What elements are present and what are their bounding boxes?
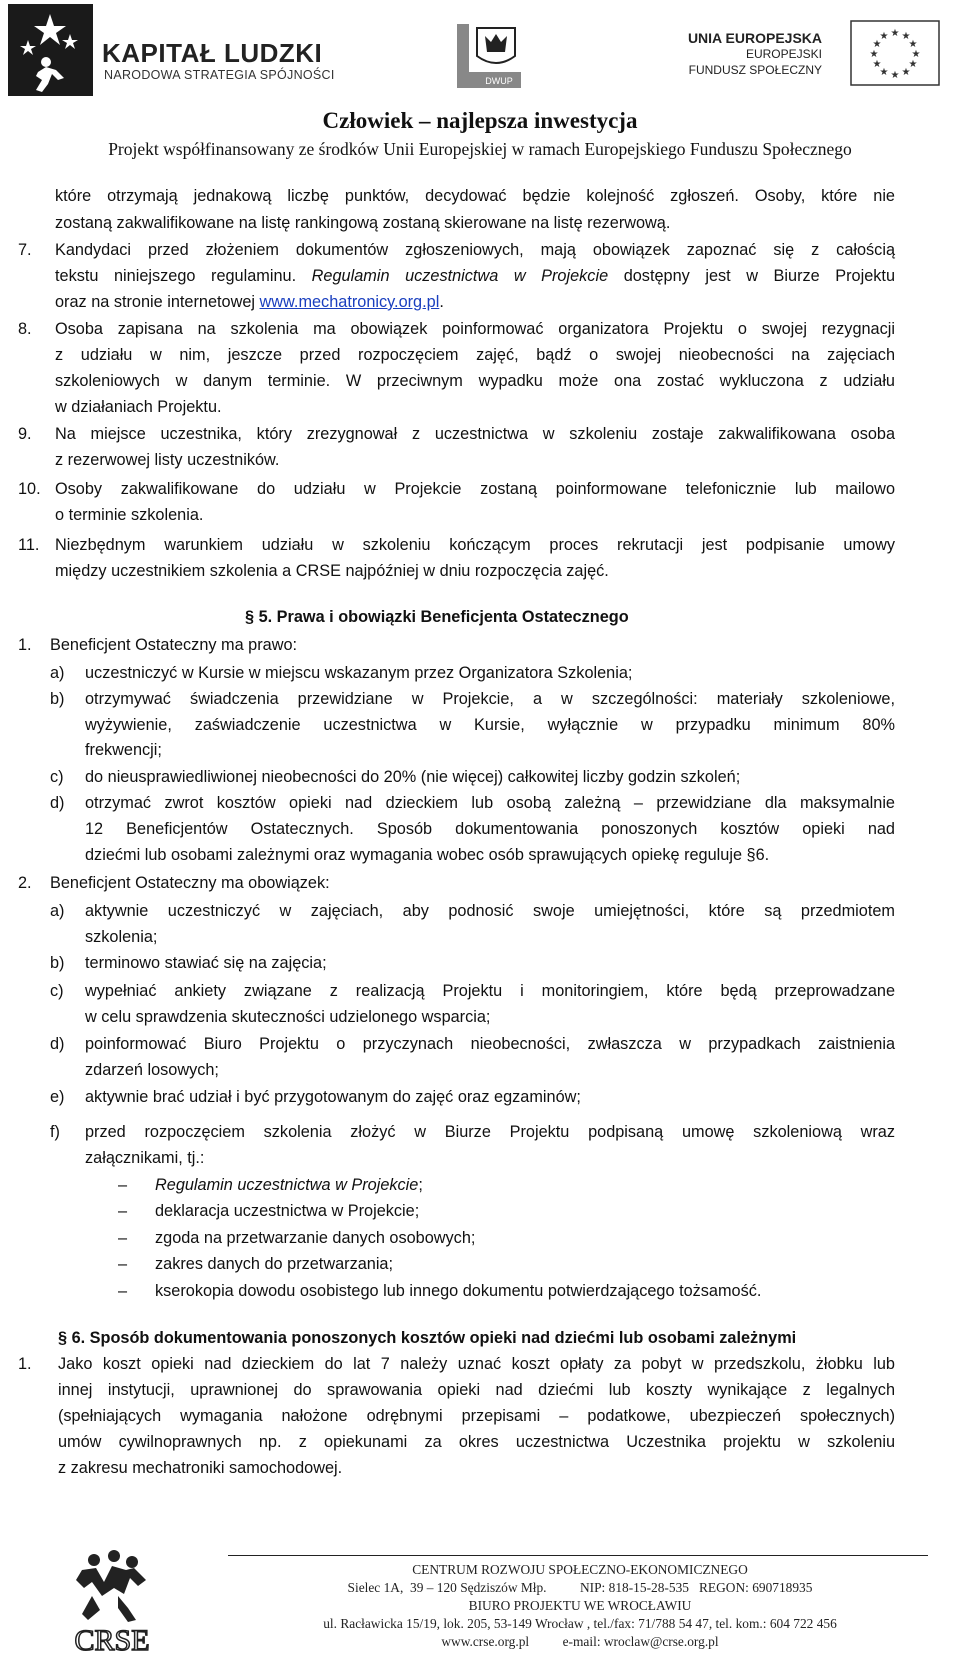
item-8-line-2: z udziału w nim, jeszcze przed rozpoczęciem zajęć, bądź o swojej nieobecności na zajęciach <box>55 346 895 364</box>
dash-item-4: zakres danych do przetwarzania; <box>155 1255 394 1273</box>
item-8-line-1: Osoba zapisana na szkolenia ma obowiązek poinformować organizatora Projektu o swojej rezygnacji <box>55 320 895 338</box>
s5-1d-line-2: 12 Beneficjentów Ostatecznych. Sposób dokumentowania ponoszonych kosztów opieki nad <box>85 820 895 838</box>
s5-2c-line-1: wypełniać ankiety związane z realizacją Projektu i monitoringiem, które będą przeprowadzane <box>85 982 895 1000</box>
item-7-line-3 <box>55 289 444 315</box>
s5-2b-marker: b) <box>50 954 65 972</box>
svg-text:★: ★ <box>869 49 879 60</box>
s5-1a-text: uczestniczyć w Kursie w miejscu wskazanym przez Organizatora Szkolenia; <box>85 664 633 682</box>
dash-item-1-italic: Regulamin uczestnictwa w Projekcie <box>155 1176 419 1194</box>
svg-text:★: ★ <box>901 31 911 42</box>
s5-1d-line-3: dziećmi lub osobami zależnymi oraz wymagania wobec osób sprawujących opiekę reguluje §6. <box>85 846 770 864</box>
s5-1d-line-1: otrzymać zwrot kosztów opieki nad dzieckiem lub osobą zależną – przewidziane dla maksymalnie <box>85 794 895 812</box>
s5-2a-line-1: aktywnie uczestniczyć w zajęciach, aby podnosić swoje umiejętności, które są przedmiotem <box>85 902 895 920</box>
s5-1c-text: do nieusprawiedliwionej nieobecności do 20% (nie więcej) całkowitej liczby godzin szkoleń; <box>85 768 741 786</box>
svg-text:★: ★ <box>890 70 900 81</box>
dash-4: – <box>118 1255 128 1273</box>
svg-text:★: ★ <box>872 39 882 50</box>
svg-text:★: ★ <box>879 31 889 42</box>
dwup-label: DWUP <box>485 76 513 86</box>
section-5-heading: § 5. Prawa i obowiązki Beneficjenta Ostatecznego <box>245 608 629 626</box>
s6-1-line-2: innej instytucji, uprawnionej do sprawowania opieki nad dziećmi lub koszty wynikające z legalnych <box>58 1381 895 1399</box>
s5-2c-marker: c) <box>50 982 64 1000</box>
intro-line-2: zostaną zakwalifikowane na listę rankingową zostaną skierowane na listę rezerwową. <box>55 214 671 232</box>
item-11-line-1: Niezbędnym warunkiem udziału w szkoleniu kończącym proces rekrutacji jest podpisanie umowy <box>55 536 895 554</box>
dash-item-5: kserokopia dowodu osobistego lub innego dokumentu potwierdzającego tożsamość. <box>155 1282 762 1300</box>
dash-item-1-end: ; <box>418 1176 423 1194</box>
dash-3: – <box>118 1229 128 1247</box>
dash-item-1 <box>155 1172 423 1198</box>
eu-logo-text <box>688 30 822 78</box>
kapital-ludzki-subtitle: NARODOWA STRATEGIA SPÓJNOŚCI <box>104 68 335 82</box>
item-9-number: 9. <box>18 425 32 443</box>
s5-2f-line-2: załącznikami, tj.: <box>85 1149 205 1167</box>
item-10-line-2: o terminie szkolenia. <box>55 506 204 524</box>
s6-1-line-4: umów cywilnoprawnych np. z opiekunami za okres uczestnictwa Uczestnika projektu w szkoleniu <box>58 1433 895 1451</box>
s5-item-2-number: 2. <box>18 874 32 892</box>
item-7-text-d: . <box>439 293 444 311</box>
item-7-number: 7. <box>18 241 32 259</box>
s5-2f-line-1: przed rozpoczęciem szkolenia złożyć w Biurze Projektu podpisaną umowę szkoleniową wraz <box>85 1123 895 1141</box>
s5-1d-marker: d) <box>50 794 65 812</box>
s5-2e-marker: e) <box>50 1088 65 1106</box>
intro-line-1: które otrzymają jednakową liczbę punktów, decydować będzie kolejność zgłoszeń. Osoby, które nie <box>55 187 895 205</box>
svg-text:★: ★ <box>890 28 900 39</box>
s5-item-1-text: Beneficjent Ostateczny ma prawo: <box>50 636 298 654</box>
item-8-line-3: szkoleniowych w danym terminie. W przeciwnym wypadku może ona zostać wykluczona z udziału <box>55 372 895 390</box>
eu-line-1: UNIA EUROPEJSKA <box>687 30 822 46</box>
eu-flag-icon <box>850 20 940 86</box>
s5-1b-marker: b) <box>50 690 65 708</box>
item-7-line-2 <box>55 263 895 289</box>
s5-2b-text: terminowo stawiać się na zajęcia; <box>85 954 327 972</box>
s6-1-line-5: z zakresu mechatroniki samochodowej. <box>58 1459 343 1477</box>
item-7-text-a: tekstu niniejszego regulaminu. <box>55 267 312 285</box>
dash-1: – <box>118 1176 128 1194</box>
s6-item-1-number: 1. <box>18 1355 32 1373</box>
dash-item-2: deklaracja uczestnictwa w Projekcie; <box>155 1202 420 1220</box>
item-10-line-1: Osoby zakwalifikowane do udziału w Projekcie zostaną poinformowane telefonicznie lub mailowo <box>55 480 895 498</box>
slogan: Człowiek – najlepsza inwestycja <box>322 108 638 133</box>
s5-2a-marker: a) <box>50 902 65 920</box>
s5-item-2-text: Beneficjent Ostateczny ma obowiązek: <box>50 874 330 892</box>
svg-text:★: ★ <box>908 59 918 70</box>
dash-item-3: zgoda na przetwarzanie danych osobowych; <box>155 1229 476 1247</box>
item-9-line-2: z rezerwowej listy uczestników. <box>55 451 280 469</box>
footer-office: BIURO PROJEKTU WE WROCŁAWIU <box>468 1598 692 1613</box>
item-8-number: 8. <box>18 320 32 338</box>
item-9-line-1: Na miejsce uczestnika, który zrezygnował z uczestnictwa w szkoleniu zostaje zakwalifikowana osoba <box>55 425 895 443</box>
item-7-line-1: Kandydaci przed złożeniem dokumentów zgłoszeniowych, mają obowiązek zapoznać się z całością <box>55 241 895 259</box>
svg-text:★: ★ <box>911 49 921 60</box>
svg-text:★: ★ <box>901 67 911 78</box>
s5-2a-line-2: szkolenia; <box>85 928 158 946</box>
cofinancing-note: Projekt współfinansowany ze środków Unii Europejskiej w ramach Europejskiego Funduszu Społecznego <box>108 139 852 159</box>
crse-logo-icon <box>52 1548 172 1658</box>
page-header <box>0 0 960 159</box>
svg-text:★: ★ <box>879 67 889 78</box>
footer-address: Sielec 1A, 39 – 120 Sędziszów Młp. NIP: 818-15-28-535 REGON: 690718935 <box>347 1580 813 1595</box>
s5-2f-marker: f) <box>50 1123 60 1141</box>
s5-1a-marker: a) <box>50 664 65 682</box>
item-7-text-c: oraz na stronie internetowej <box>55 293 260 311</box>
footer-divider <box>228 1555 928 1556</box>
item-7-text-b: dostępny jest w Biurze Projektu <box>608 267 895 285</box>
svg-text:★: ★ <box>872 59 882 70</box>
s5-2d-line-1: poinformować Biuro Projektu o przyczynach nieobecności, zwłaszcza w przypadkach zaistnienia <box>85 1035 895 1053</box>
item-11-line-2: między uczestnikiem szkolenia a CRSE najpóźniej w dniu rozpoczęcia zajęć. <box>55 562 609 580</box>
s5-item-1-number: 1. <box>18 636 32 654</box>
s5-2e-text: aktywnie brać udział i być przygotowanym do zajęć oraz egzaminów; <box>85 1088 581 1106</box>
s6-1-line-1: Jako koszt opieki nad dzieckiem do lat 7 należy uznać koszt opłaty za pobyt w przedszkolu, żłobku lub <box>58 1355 895 1373</box>
dwup-logo-icon <box>455 22 523 90</box>
s6-1-line-3: (spełniających wymagania nałożone odrębnymi przepisami – podatkowe, ubezpieczeń społecznych) <box>58 1407 895 1425</box>
crse-logo-label: CRSE <box>74 1624 150 1657</box>
s5-2c-line-2: w celu sprawdzenia skuteczności udzielonego wsparcia; <box>85 1008 491 1026</box>
eu-line-3: FUNDUSZ SPOŁECZNY <box>688 63 822 77</box>
item-8-line-4: w działaniach Projektu. <box>55 398 222 416</box>
svg-text:★: ★ <box>908 39 918 50</box>
item-11-number: 11. <box>18 536 40 554</box>
mechatronicy-link[interactable]: www.mechatronicy.org.pl <box>259 293 440 311</box>
dash-5: – <box>118 1282 128 1300</box>
footer-org: CENTRUM ROZWOJU SPOŁECZNO-EKONOMICZNEGO <box>412 1562 748 1577</box>
s5-1b-line-2: wyżywienie, zaświadczenie uczestnictwa w Kursie, wyłącznie w przypadku minimum 80% <box>85 716 895 734</box>
s5-2d-marker: d) <box>50 1035 65 1053</box>
footer-office-address: ul. Racławicka 15/19, lok. 205, 53-149 Wrocław , tel./fax: 71/788 54 47, tel. kom.: 604 722 456 <box>323 1616 837 1631</box>
s5-1b-line-1: otrzymywać świadczenia przewidziane w Projekcie, a w szczególności: materiały szkoleniowe, <box>85 690 895 708</box>
s5-1b-line-3: frekwencji; <box>85 741 162 759</box>
regulamin-italic: Regulamin uczestnictwa w Projekcie <box>311 267 609 285</box>
dash-2: – <box>118 1202 128 1220</box>
eu-line-2: EUROPEJSKI <box>745 47 822 61</box>
s5-2d-line-2: zdarzeń losowych; <box>85 1061 219 1079</box>
item-10-number: 10. <box>18 480 41 498</box>
kapital-ludzki-logo-icon <box>8 4 93 96</box>
footer-contact: www.crse.org.pl e-mail: wroclaw@crse.org.pl <box>441 1634 719 1649</box>
section-6-heading: § 6. Sposób dokumentowania ponoszonych kosztów opieki nad dziećmi lub osobami zależnymi <box>58 1329 797 1347</box>
s5-1c-marker: c) <box>50 768 64 786</box>
kapital-ludzki-title: KAPITAŁ LUDZKI <box>102 38 323 68</box>
